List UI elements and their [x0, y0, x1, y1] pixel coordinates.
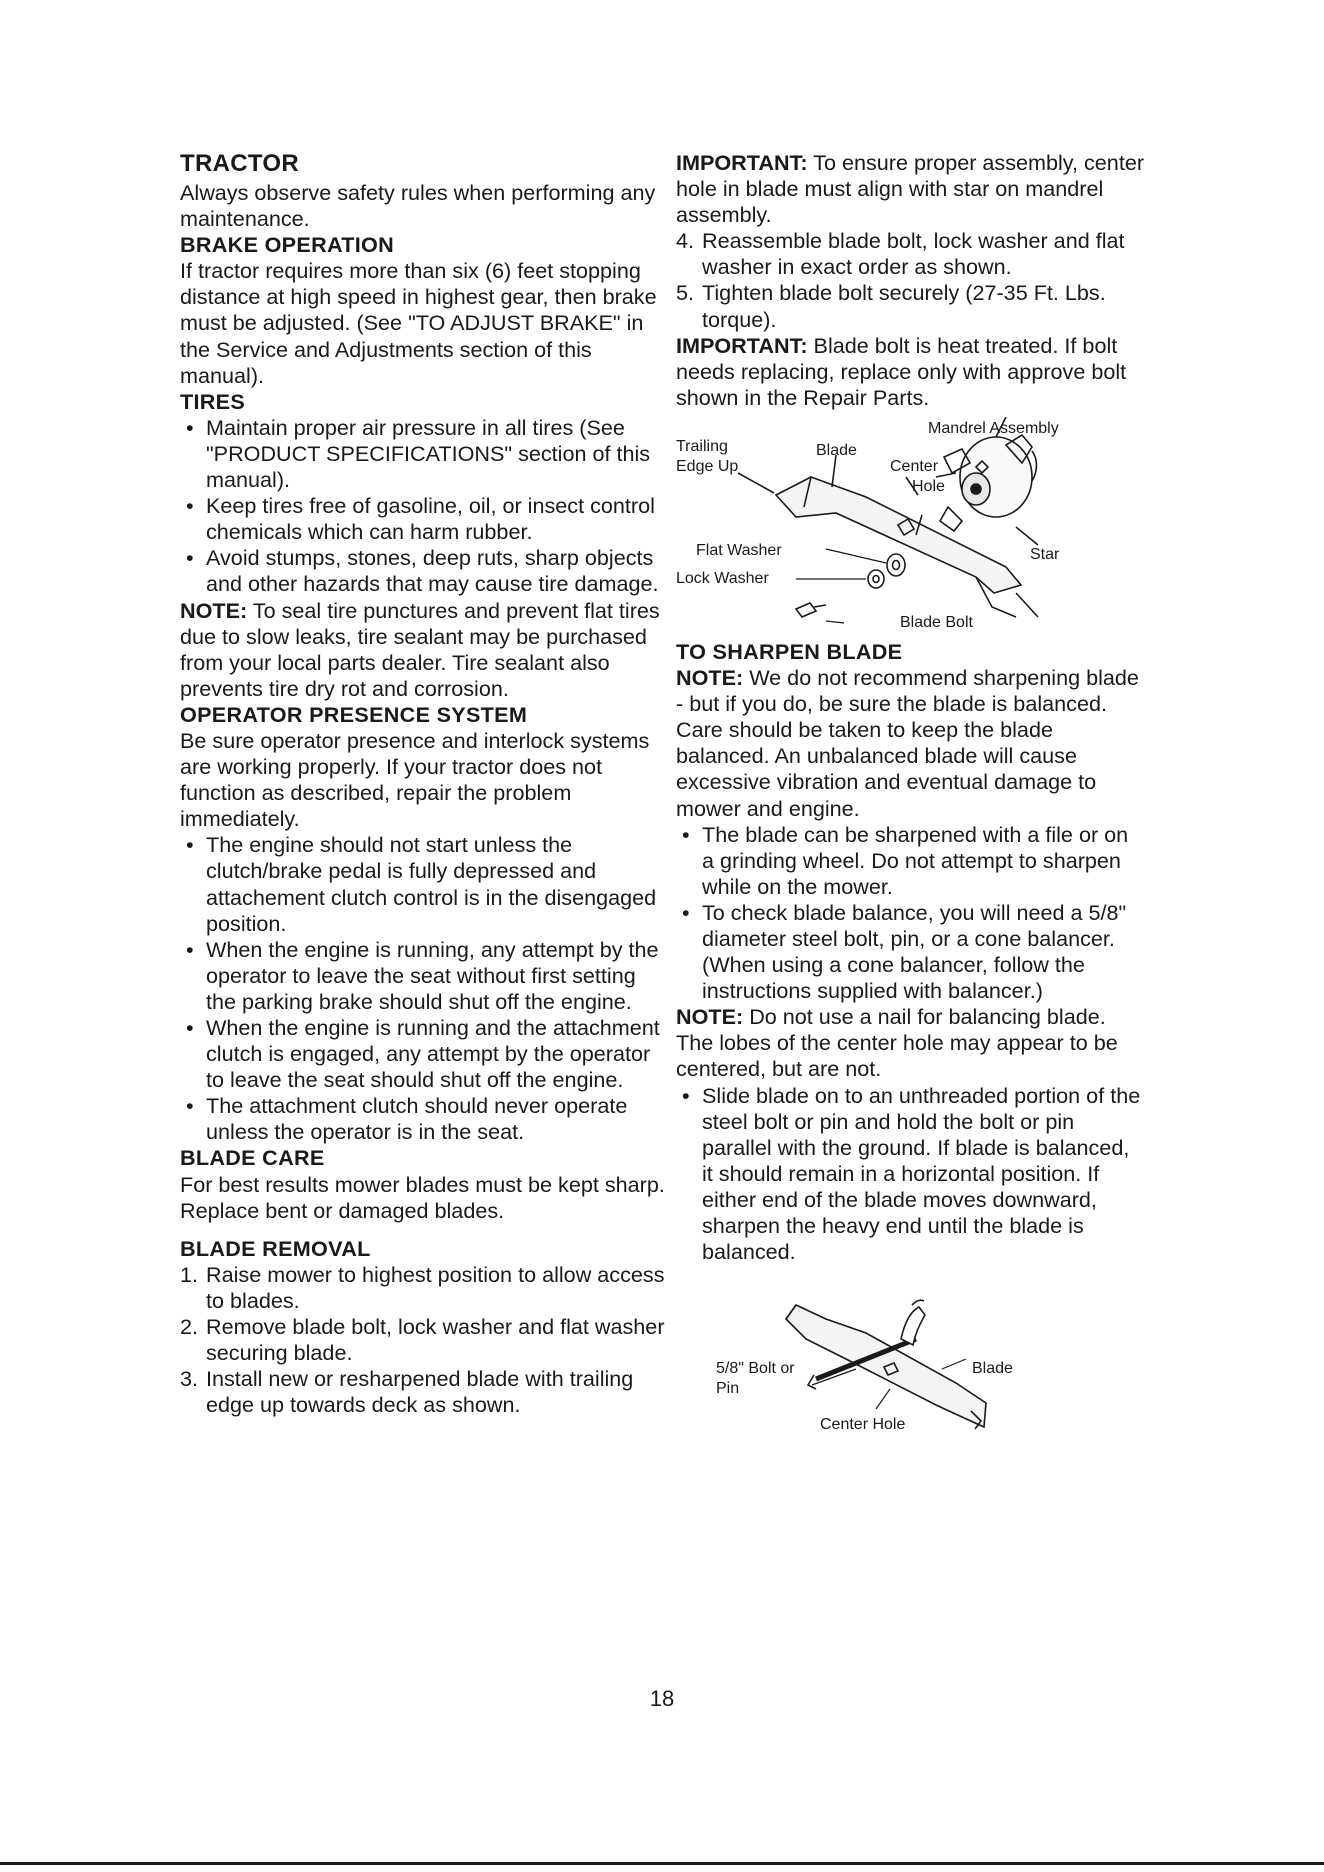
important-label: IMPORTANT: [676, 332, 808, 358]
step-number: 3. [180, 1366, 199, 1392]
right-column [676, 150, 1146, 1464]
trailing-label: Trailing [676, 437, 728, 455]
hole-label: Hole [912, 477, 945, 495]
step-number: 1. [180, 1261, 199, 1287]
bolt-label: 5/8" Bolt or [716, 1360, 795, 1378]
step-item [676, 280, 1146, 332]
reassembly-steps [676, 228, 1146, 332]
note-text: Do not use a nail for balancing blade. The lobes of the center hole may appear to be centered, but are not. [676, 1004, 1118, 1082]
brake-heading: BRAKE OPERATION [180, 232, 395, 258]
note-text: We do not recommend sharpening blade - but if you do, be sure the blade is balanced. [676, 665, 1139, 717]
important-text: Blade bolt is heat treated. If bolt needs replacing, replace only with approve bolt shown in the Repair Parts. [676, 332, 1127, 410]
step-number: 4. [676, 228, 695, 254]
blade-balance-illustration [716, 1299, 1046, 1464]
bottom-rule [0, 1862, 1324, 1865]
list-item: • The blade can be sharpened with a file or on a grinding wheel. Do not attempt to sharpen while on the mower. [676, 822, 1146, 900]
flat-washer-label: Flat Washer [696, 541, 782, 559]
list-item: • The engine should not start unless the clutch/brake pedal is fully depressed and attachement clutch control is in the disengaged position. [180, 832, 670, 936]
sharpen-heading: TO SHARPEN BLADE [676, 638, 903, 664]
list-item: • To check blade balance, you will need a 5/8" diameter steel bolt, pin, or a cone balancer. (When using a cone balancer, follow the instructions supplied with balancer.) [676, 900, 1146, 1004]
balance-note [676, 1004, 1146, 1082]
brake-text: If tractor requires more than six (6) feet stopping distance at high speed in highest gear, then brake must be adjusted. (See "TO ADJUST BRAKE" in the Service and Adjustments section of this manual). [180, 258, 657, 388]
care-text-right: Care should be taken to keep the blade balanced. An unbalanced blade will cause excessive vibration and eventual damage to mower and engine. [676, 717, 1097, 821]
lock-washer-label: Lock Washer [676, 569, 769, 587]
list-item: • Keep tires free of gasoline, oil, or insect control chemicals which can harm rubber. [180, 493, 670, 545]
edge-up-label: Edge Up [676, 457, 739, 475]
list-item: • Maintain proper air pressure in all tires (See "PRODUCT SPECIFICATIONS" section of this manual). [180, 415, 670, 493]
blade-bolt-label: Blade Bolt [900, 613, 973, 631]
step-text: Tighten blade bolt securely (27-35 Ft. Lbs. torque). [702, 280, 1106, 332]
mandrel-assembly-label: Mandrel Assembly [928, 419, 1059, 437]
left-column [180, 150, 670, 1418]
step-number: 2. [180, 1314, 199, 1340]
ops-heading: OPERATOR PRESENCE SYSTEM [180, 701, 528, 727]
blade-assembly-illustration [676, 417, 1146, 639]
tires-heading: TIRES [180, 388, 246, 414]
note-label: NOTE: [676, 1004, 744, 1030]
tires-note [180, 598, 670, 702]
step-item [180, 1314, 670, 1366]
important-1 [676, 150, 1146, 228]
step-text: Remove blade bolt, lock washer and flat washer securing blade. [206, 1314, 665, 1366]
note-label: NOTE: [676, 665, 744, 691]
important-2 [676, 333, 1146, 411]
note-text: To seal tire punctures and prevent flat tires due to slow leaks, tire sealant may be purchased from your local parts dealer. Tire sealant also prevents tire dry rot and corrosion. [180, 597, 660, 701]
step-text: Install new or resharpened blade with trailing edge up towards deck as shown. [206, 1366, 634, 1418]
star-label: Star [1030, 545, 1060, 563]
ops-text: Be sure operator presence and interlock systems are working properly. If your tractor does not function as described, repair the problem immediately. [180, 727, 650, 832]
list-item: • Slide blade on to an unthreaded portion of the steel bolt or pin and hold the bolt or pin parallel with the ground. If blade is balanced, it should remain in a horizontal position. If either end of the blade moves downward, sharpen the heavy end until the blade is balanced. [676, 1083, 1146, 1266]
blade-label: Blade [816, 441, 857, 459]
care-heading: BLADE CARE [180, 1145, 325, 1171]
sharpen-note [676, 665, 1146, 717]
step-text: Reassemble blade bolt, lock washer and flat washer in exact order as shown. [702, 228, 1125, 280]
list-item: • When the engine is running, any attempt by the operator to leave the seat without first setting the parking brake should shut off the engine. [180, 937, 670, 1015]
tractor-text: Always observe safety rules when performing any maintenance. [180, 180, 656, 232]
pin-label: Pin [716, 1380, 740, 1398]
blade-balance-figure [716, 1299, 1046, 1464]
step-item [180, 1366, 670, 1418]
removal-steps [180, 1262, 670, 1419]
step-item [676, 228, 1146, 280]
removal-heading: BLADE REMOVAL [180, 1235, 371, 1261]
note-label: NOTE: [180, 597, 248, 623]
important-text: To ensure proper assembly, center hole in blade must align with star on mandrel assembly. [676, 150, 1145, 228]
center-hole-label: Center Hole [820, 1416, 906, 1434]
list-item: • When the engine is running and the attachment clutch is engaged, any attempt by the operator to leave the seat should shut off the engine. [180, 1015, 670, 1093]
tires-list [180, 415, 670, 598]
blade-assembly-figure [676, 417, 1146, 639]
step-text: Raise mower to highest position to allow access to blades. [206, 1261, 665, 1313]
list-item: • Avoid stumps, stones, deep ruts, sharp objects and other hazards that may cause tire damage. [180, 545, 670, 597]
step-number: 5. [676, 280, 695, 306]
ops-list [180, 832, 670, 1145]
tractor-heading: TRACTOR [180, 150, 299, 177]
list-item: • The attachment clutch should never operate unless the operator is in the seat. [180, 1093, 670, 1145]
sharpen-list [676, 822, 1146, 1005]
care-text: For best results mower blades must be kept sharp. Replace bent or damaged blades. [180, 1171, 665, 1223]
blade-label: Blade [972, 1360, 1013, 1378]
step-item [180, 1262, 670, 1314]
center-label: Center [890, 457, 939, 475]
balance-list [676, 1083, 1146, 1266]
page-number: 18 [649, 1686, 675, 1711]
important-label: IMPORTANT: [676, 150, 808, 175]
